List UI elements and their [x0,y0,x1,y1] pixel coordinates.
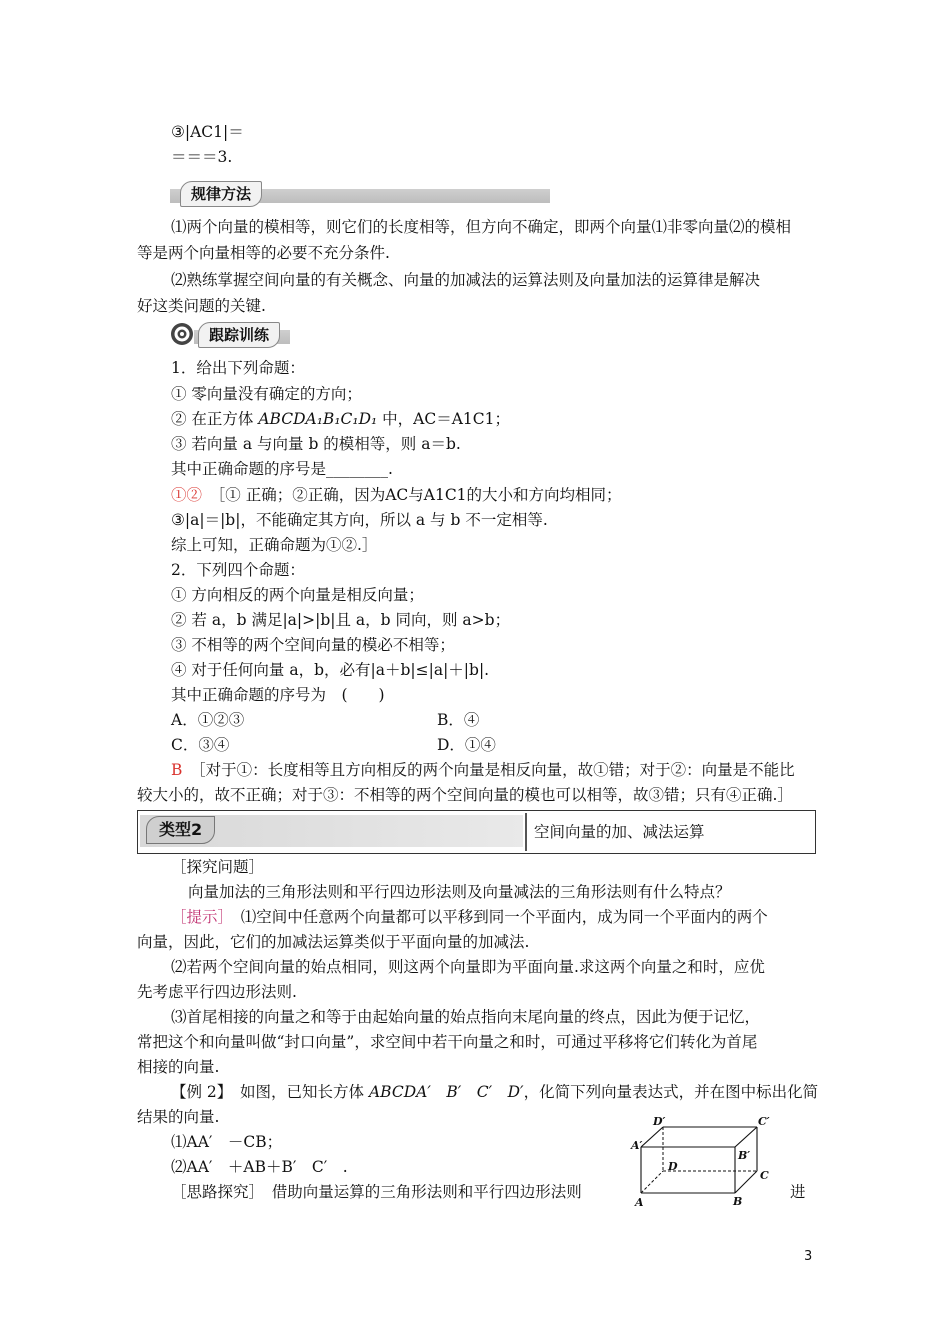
text-line: ［思路探究］ 借助向量运算的三角形法则和平行四边形法则 [171,1183,582,1201]
text-line: 相接的向量. [137,1058,220,1076]
text-line: 其中正确命题的序号是________. [171,460,393,478]
text-line: ① 零向量没有确定的方向； [171,385,362,403]
example-2: 【例 2】 如图，已知长方体 ABCDA′ B′ C′ D′，化简下列向量表达式，并在图中标出化简 [171,1083,819,1101]
question-2: 2．下列四个命题： [171,561,305,579]
text-line: ⑶首尾相接的向量之和等于由起始向量的始点指向末尾向量的终点，因此为便于记忆， [171,1008,761,1026]
vertex-label: A [635,1196,644,1209]
text-line: 综上可知，正确命题为①②.］ [171,536,378,554]
type-title: 空间向量的加、减法运算 [534,823,705,841]
vertex-label: D′ [653,1115,666,1128]
type-section-header [137,810,816,854]
banner-label: 规律方法 [180,181,262,207]
text-line: ② 若 a，b 满足|a|>|b|且 a，b 同向，则 a>b； [171,611,511,629]
text-line: ④ 对于任何向量 a，b，必有|a＋b|≤|a|＋|b|. [171,661,490,679]
section-banner-practice [170,322,290,348]
option-d: D．①④ [437,736,496,754]
text-line: ① 方向相反的两个向量是相反向量； [171,586,424,604]
text-line: 等是两个向量相等的必要不充分条件. [137,244,390,262]
hint-line: ［提示］ ⑴空间中任意两个向量都可以平移到同一个平面内，成为同一个平面内的两个 [171,908,768,926]
text-line: ⑵若两个空间向量的始点相同，则这两个向量即为平面向量.求这两个向量之和时，应优 [171,958,765,976]
text-line: ⑴AA′ －CB； [171,1133,283,1151]
text-line: ③|a|＝|b|，不能确定其方向，所以 a 与 b 不一定相等. [171,511,548,529]
banner-label: 跟踪训练 [198,322,280,348]
text-line: 进 [790,1183,806,1201]
vertex-label: A′ [631,1139,643,1152]
text-line: ＝＝＝3. [171,148,233,166]
text-line: 结果的向量. [137,1108,220,1126]
text-line: 其中正确命题的序号为 ( ) [171,686,385,704]
option-b: B．④ [437,711,480,729]
text-line: ② 在正方体 ABCDA₁B₁C₁D₁ 中，AC＝A1C1； [171,410,511,428]
target-icon [170,322,194,346]
vertex-label: D [668,1160,678,1173]
type-tag: 类型2 [146,816,215,844]
vertex-label: B′ [738,1149,751,1162]
text-line: ③|AC1|＝ [171,123,244,141]
text-line: 向量，因此，它们的加减法运算类似于平面向量的加减法. [137,933,530,951]
text-line: ③ 不相等的两个空间向量的模必不相等； [171,636,455,654]
answer-1: ①② ［① 正确；②正确，因为AC与A1C1的大小和方向均相同； [171,486,622,504]
vertex-label: B [733,1195,743,1208]
page-number: 3 [804,1249,813,1264]
text-line: ③ 若向量 a 与向量 b 的模相等，则 a＝b. [171,435,461,453]
text-line: ⑵AA′ ＋AB＋B′ C′ . [171,1158,348,1176]
text-line: 好这类问题的关键. [137,297,266,315]
answer-2: B ［对于①：长度相等且方向相反的两个向量是相反向量，故①错；对于②：向量是不能比 [171,761,795,779]
text-line: ⑴两个向量的模相等，则它们的长度相等，但方向不确定，即两个向量⑴非零向量⑵的模相 [171,218,792,236]
cuboid-figure [625,1113,775,1213]
option-a: A．①②③ [171,711,245,729]
text-line: 先考虑平行四边形法则. [137,983,297,1001]
vertex-label: C [760,1169,769,1182]
text-line: ［探究问题］ [171,858,265,876]
text-line: 较大小的，故不正确；对于③：不相等的两个空间向量的模也可以相等，故③错；只有④正确.］ [137,786,793,804]
section-banner-rules [170,181,550,207]
option-c: C．③④ [171,736,230,754]
text-line: 向量加法的三角形法则和平行四边形法则及向量减法的三角形法则有什么特点？ [188,883,731,901]
text-line: 常把这个和向量叫做“封口向量”，求空间中若干向量之和时，可通过平移将它们转化为首尾 [137,1033,758,1051]
text-line: ⑵熟练掌握空间向量的有关概念、向量的加减法的运算法则及向量加法的运算律是解决 [171,271,761,289]
question-1: 1．给出下列命题： [171,359,305,377]
vertex-label: C′ [758,1115,770,1128]
